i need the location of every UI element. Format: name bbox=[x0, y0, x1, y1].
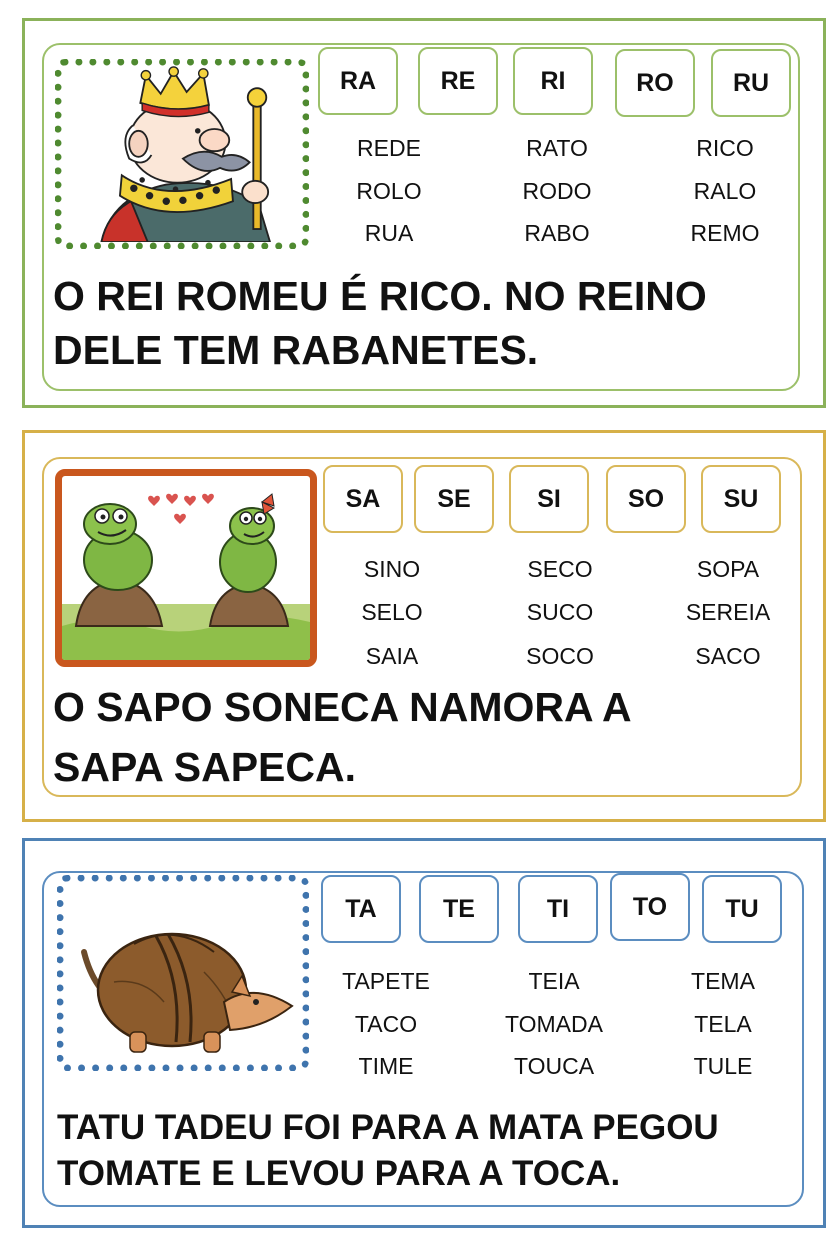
syllable-box-te: TE bbox=[419, 875, 499, 943]
card-s bbox=[22, 430, 826, 822]
syllable-box-ri: RI bbox=[513, 47, 593, 115]
frogs-drawing bbox=[62, 476, 310, 660]
syllable-box-se: SE bbox=[414, 465, 494, 533]
word: TEMA bbox=[691, 968, 755, 994]
word: TAPETE bbox=[342, 968, 430, 994]
sentence-line: TATU TADEU FOI PARA A MATA PEGOU bbox=[57, 1108, 719, 1147]
card-r bbox=[22, 18, 826, 408]
word: SUCO bbox=[526, 599, 594, 625]
word: TEIA bbox=[528, 968, 580, 994]
word: SAIA bbox=[365, 643, 419, 669]
king-illustration bbox=[55, 59, 309, 249]
armadillo-illustration bbox=[57, 875, 309, 1071]
word: SEREIA bbox=[685, 599, 771, 625]
syllable-box-ro: RO bbox=[615, 49, 695, 117]
word: SOCO bbox=[526, 643, 594, 669]
word: RODO bbox=[522, 178, 592, 204]
word: RUA bbox=[364, 220, 414, 246]
syllable-box-ti: TI bbox=[518, 875, 598, 943]
word: SOPA bbox=[696, 556, 760, 582]
sentence-line: SAPA SAPECA. bbox=[53, 744, 356, 790]
word: SECO bbox=[527, 556, 593, 582]
word: TULE bbox=[693, 1053, 753, 1079]
word: REDE bbox=[357, 135, 421, 161]
syllable-box-to: TO bbox=[610, 873, 690, 941]
sentence-line: DELE TEM RABANETES. bbox=[53, 327, 539, 373]
syllable-box-tu: TU bbox=[702, 875, 782, 943]
sentence-line: O REI ROMEU É RICO. NO REINO bbox=[53, 273, 707, 319]
word: TIME bbox=[358, 1053, 414, 1079]
word: RABO bbox=[524, 220, 590, 246]
word: SINO bbox=[363, 556, 421, 582]
word: TOUCA bbox=[513, 1053, 595, 1079]
syllable-box-su: SU bbox=[701, 465, 781, 533]
syllable-box-ru: RU bbox=[711, 49, 791, 117]
word: TACO bbox=[354, 1011, 418, 1037]
word: ROLO bbox=[356, 178, 422, 204]
syllable-box-sa: SA bbox=[323, 465, 403, 533]
word: REMO bbox=[690, 220, 760, 246]
word: SELO bbox=[361, 599, 423, 625]
armadillo-drawing bbox=[64, 882, 302, 1064]
syllable-box-si: SI bbox=[509, 465, 589, 533]
syllable-box-ra: RA bbox=[318, 47, 398, 115]
sentence-line: O SAPO SONECA NAMORA A bbox=[53, 684, 632, 730]
word: TOMADA bbox=[505, 1011, 603, 1037]
syllable-box-ta: TA bbox=[321, 875, 401, 943]
word: TELA bbox=[694, 1011, 752, 1037]
syllable-box-re: RE bbox=[418, 47, 498, 115]
word: RATO bbox=[526, 135, 588, 161]
syllable-box-so: SO bbox=[606, 465, 686, 533]
word: SACO bbox=[695, 643, 761, 669]
word: RICO bbox=[696, 135, 754, 161]
word: RALO bbox=[693, 178, 757, 204]
card-t bbox=[22, 838, 826, 1228]
sentence-line: TOMATE E LEVOU PARA A TOCA. bbox=[57, 1154, 621, 1193]
king-drawing bbox=[62, 66, 302, 242]
frogs-illustration bbox=[55, 469, 317, 667]
